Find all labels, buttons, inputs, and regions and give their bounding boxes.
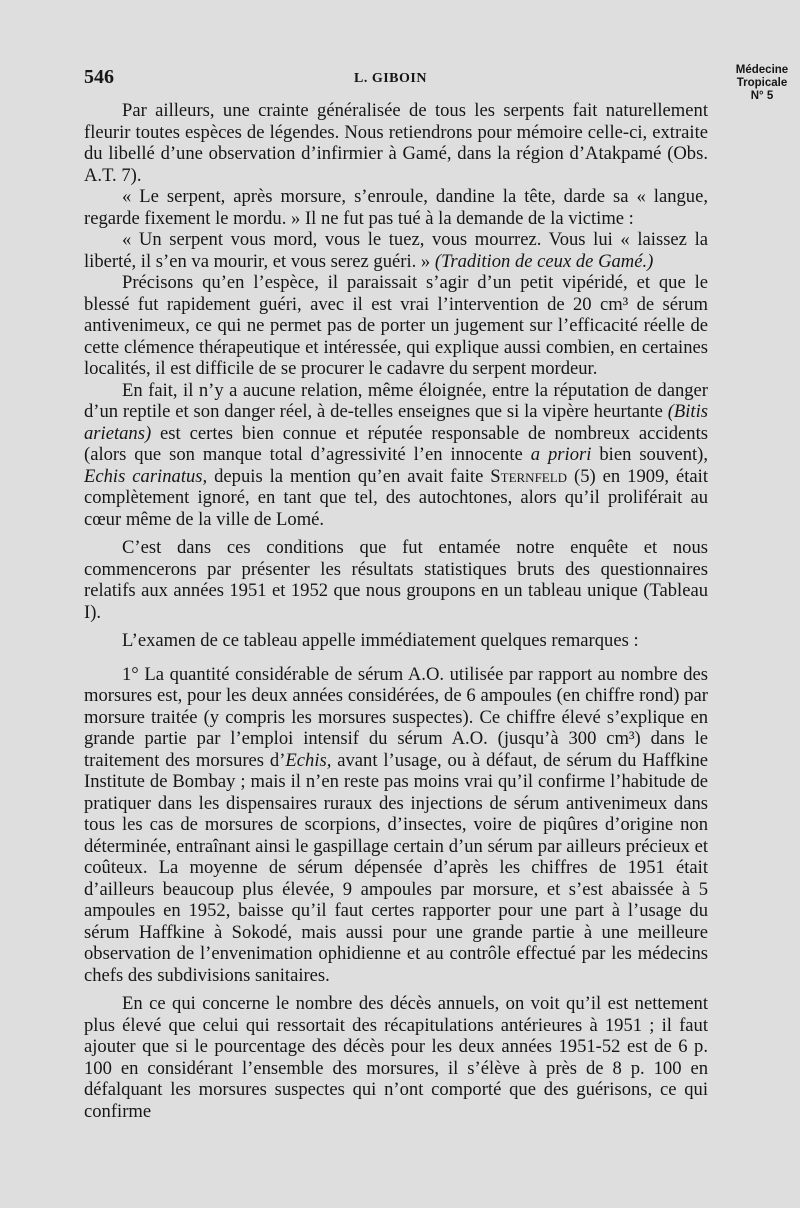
author-name: L. GIBOIN — [354, 71, 427, 86]
page-number: 546 — [84, 66, 114, 88]
text-run: depuis la mention qu’en avait faite — [207, 465, 491, 487]
text-run: est certes bien connue et réputée responsable de nombreux accidents (alors que son manque total d’agressivité l’en innocente — [84, 422, 708, 465]
paragraph-remarks: L’examen de ce tableau appelle immédiatement quelques remarques : — [122, 630, 639, 651]
paragraph-legends: Par ailleurs, une crainte généralisée de tous les serpents fait naturellement fleurir toutes espèces de légendes. Nous retiendrons pour mémoire celle-ci, extraite du libellé d’une observation d’infirmier à Gamé, dans la région d’Atakpamé (Obs. A.T. 7). — [84, 100, 708, 186]
paragraph-deaths: En ce qui concerne le nombre des décès annuels, on voit qu’il est nettement plus élevé que celui qui ressortait des récapitulations antérieures à 1951 ; il faut ajouter que si le pourcentage des décès pour les deux années 1951-52 est de 6 p. 100 en considérant l’ensemble des morsures, il s’élève à près de 8 p. 100 en défalquant les morsures suspectes qui n’ont comporté que des guérisons, ce qui confirme — [84, 993, 708, 1122]
latin-a-priori: a priori — [530, 444, 592, 465]
journal-issue-number: N° 5 — [750, 90, 774, 102]
article-body — [84, 100, 708, 1122]
quote-text: « Un serpent vous mord, vous le tuez, vous mourrez. Vous lui « laissez la liberté, il s’en va mourir, et vous serez guéri. » — [84, 229, 708, 272]
paragraph-reputation — [84, 380, 708, 531]
journal-name-line-2: Tropicale — [736, 77, 788, 89]
text-run: bien souvent), — [591, 444, 709, 465]
author-reference: Sternfeld — [490, 465, 568, 487]
quote-source: (Tradition de ceux de Gamé.) — [434, 250, 654, 272]
text-run: (5) en 1909, était complètement ignoré, en tant que tel, des autochtones, alors qu’il proliférait au cœur même de la ville de Lomé. — [84, 465, 708, 530]
text-run: 1° La quantité considérable de sérum A.O. utilisée par rapport au nombre des morsures est, pour les deux années considérées, de 6 ampoules (en chiffre rond) par morsure traitée (y compris les morsures suspectes). Ce chiffre élevé s’explique en grande partie par l’emploi intensif du sérum A.O. (jusqu’à 300 cm³) dans le traitement des morsures d’ — [84, 663, 708, 771]
paragraph-viperid: Précisons qu’en l’espèce, il paraissait s’agir d’un petit vipéridé, et que le blessé fut rapidement guéri, avec il est vrai l’intervention de 20 cm³ de sérum antivenimeux, ce qui ne permet pas de porter un jugement sur l’efficacité réelle de cette clémence thérapeutique et intéressée, qui explique aussi combien, en certaines localités, il est difficile de se procurer le cadavre du serpent mordeur. — [84, 272, 708, 379]
species-bitis: (Bitis arietans) — [84, 401, 708, 444]
species-echis: Echis carinatus, — [84, 465, 208, 487]
journal-name-line-1: Médecine — [735, 64, 789, 76]
paragraph-serum-quantity — [84, 664, 708, 987]
running-header — [84, 66, 712, 90]
journal-issue-label — [730, 64, 794, 103]
paragraph-quote-serpent: « Le serpent, après morsure, s’enroule, dandine la tête, darde sa « langue, regarde fixement le mordu. » Il ne fut pas tué à la demande de la victime : — [84, 186, 708, 229]
text-run: avant l’usage, ou à défaut, de sérum du Haffkine Institute de Bombay ; mais il n’en reste pas moins vrai qu’il confirme l’habitude de pratiquer dans les dispensaires ruraux des injections de sérum antivenimeux dans tous les cas de morsures de scorpions, d’insectes, voire de piqûres d’origine non déterminée, entraînant ainsi le gaspillage certain d’un sérum par ailleurs précieux et coûteux. La moyenne de sérum dépensée d’après les chiffres de 1951 était d’ailleurs beaucoup plus élevée, 9 ampoules par morsure, et s’est abaissée à 5 ampoules en 1952, baisse qu’il faut certes rapporter pour une part à l’usage du sérum Haffkine à Sokodé, mais aussi pour une grande partie à une meilleure observation de l’envenimation ophidienne et au contrôle effectué par les médecins chefs des subdivisions sanitaires. — [84, 749, 708, 986]
paragraph-survey: C’est dans ces conditions que fut entamée notre enquête et nous commencerons par présenter les résultats statistiques bruts des questionnaires relatifs aux années 1951 et 1952 que nous groupons en un tableau unique (Tableau I). — [84, 537, 708, 623]
paragraph-quote-tradition — [84, 229, 708, 272]
text-run: En fait, il n’y a aucune relation, même éloignée, entre la réputation de danger d’un reptile et son danger réel, à de-telles enseignes que si la vipère heurtante — [84, 379, 708, 422]
species-echis-2: Echis, — [285, 749, 332, 771]
